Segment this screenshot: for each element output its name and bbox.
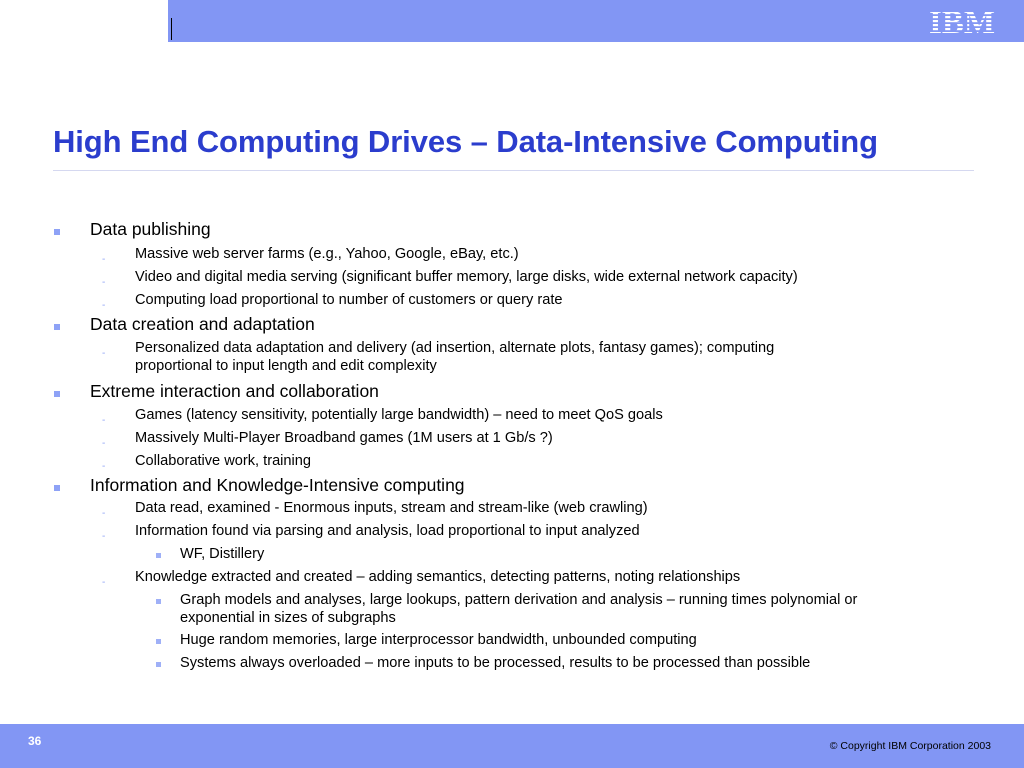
bullet-text-level-2: proportional to input length and edit complexity [135, 358, 437, 374]
bullet-text-level-1: Information and Knowledge-Intensive computing [90, 475, 465, 495]
square-bullet-icon [54, 485, 60, 491]
dash-bullet-icon: - [102, 438, 106, 449]
bullet-text-level-3: Graph models and analyses, large lookups, pattern derivation and analysis – running times polynomial or [180, 592, 858, 608]
ibm-logo-icon [926, 4, 998, 38]
bullet-text-level-1: Data creation and adaptation [90, 314, 315, 334]
square-bullet-icon [54, 391, 60, 397]
bullet-text-level-2: Personalized data adaptation and delivery (ad insertion, alternate plots, fantasy games); computing [135, 340, 775, 356]
dash-bullet-icon: - [102, 415, 106, 426]
bullet-text-level-2: Collaborative work, training [135, 453, 312, 469]
slide-title: High End Computing Drives – Data-Intensive Computing [53, 124, 878, 159]
copyright-notice: © Copyright IBM Corporation 2003 [829, 740, 991, 752]
square-bullet-icon [54, 229, 60, 235]
bullet-text-level-1: Extreme interaction and collaboration [90, 381, 379, 401]
dash-bullet-icon: - [102, 531, 106, 542]
bullet-text-level-2: Games (latency sensitivity, potentially large bandwidth) – need to meet QoS goals [135, 407, 663, 423]
page-number: 36 [28, 734, 42, 748]
header-left-panel [0, 0, 168, 42]
header-divider [171, 18, 172, 40]
bullet-text-level-2: Video and digital media serving (significant buffer memory, large disks, wide external network capacity) [135, 269, 798, 285]
dash-bullet-icon: - [102, 277, 106, 288]
dash-bullet-icon: - [102, 348, 106, 359]
dash-bullet-icon: - [102, 577, 106, 588]
small-square-bullet-icon [156, 639, 161, 644]
bullet-text-level-2: Information found via parsing and analysis, load proportional to input analyzed [135, 523, 640, 539]
bullet-text-level-2: Massively Multi-Player Broadband games (1M users at 1 Gb/s ?) [135, 430, 553, 446]
bullet-text-level-3: Systems always overloaded – more inputs to be processed, results to be processed than possible [180, 655, 811, 671]
title-underline [53, 170, 974, 171]
small-square-bullet-icon [156, 599, 161, 604]
small-square-bullet-icon [156, 662, 161, 667]
dash-bullet-icon: - [102, 300, 106, 311]
bullet-text-level-3: Huge random memories, large interprocessor bandwidth, unbounded computing [180, 632, 697, 648]
bullet-text-level-3: WF, Distillery [180, 546, 265, 562]
dash-bullet-icon: - [102, 508, 106, 519]
bullet-text-level-1: Data publishing [90, 219, 211, 239]
small-square-bullet-icon [156, 553, 161, 558]
dash-bullet-icon: - [102, 254, 106, 265]
ibm-logo-text: IBM [929, 5, 995, 38]
bullet-text-level-3: exponential in sizes of subgraphs [180, 610, 396, 626]
bullet-text-level-2: Data read, examined - Enormous inputs, stream and stream-like (web crawling) [135, 500, 648, 516]
bullet-text-level-2: Computing load proportional to number of customers or query rate [135, 292, 563, 308]
dash-bullet-icon: - [102, 461, 106, 472]
square-bullet-icon [54, 324, 60, 330]
bullet-text-level-2: Knowledge extracted and created – adding semantics, detecting patterns, noting relationships [135, 569, 741, 585]
bullet-text-level-2: Massive web server farms (e.g., Yahoo, Google, eBay, etc.) [135, 246, 519, 262]
